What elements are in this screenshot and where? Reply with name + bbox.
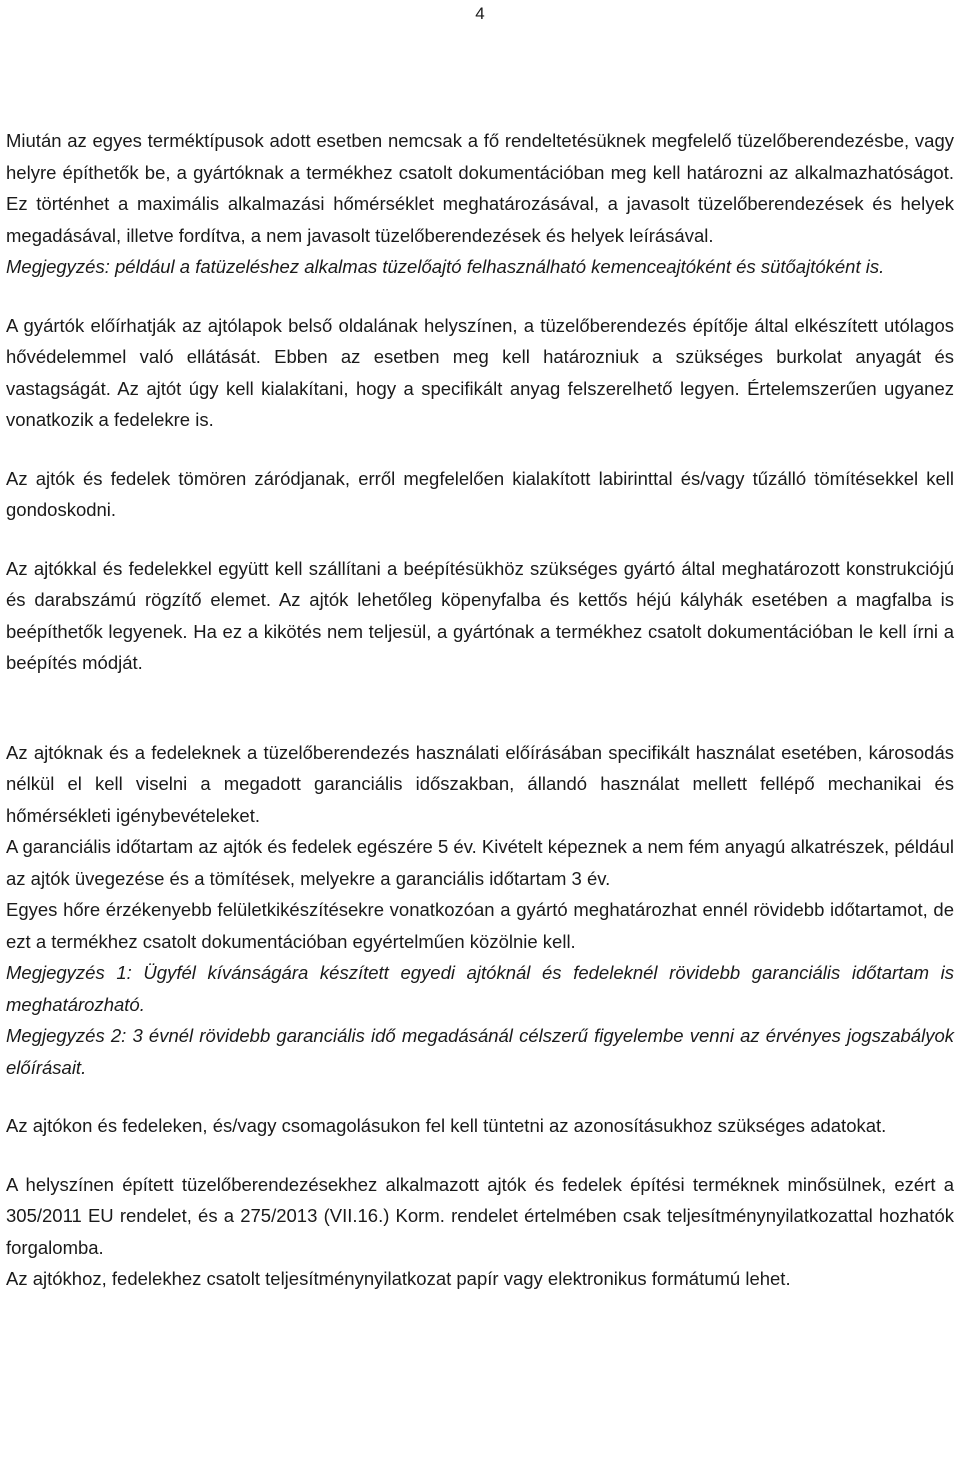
- note-1-custom-warranty: Megjegyzés 1: Ügyfél kívánságára készített egyedi ajtóknál és fedeleknél rövidebb garanciális időtartam is meghatározható.: [6, 962, 954, 1015]
- paragraph-applicability: Miután az egyes terméktípusok adott esetben nemcsak a fő rendeltetésüknek megfelelő tüzelőberendezésbe, vagy helyre építhetők be, a gyártóknak a termékhez csatolt dokumentációban meg kell határozni az alkalmazhatóságot. Ez történhet a maximális alkalmazási hőmérséklet meghatározásával, a javasolt tüzelőberendezések és helyek megadásával, illetve fordítva, a nem javasolt tüzelőberendezések és helyek leírásával.: [6, 130, 954, 246]
- page-number: 4: [475, 4, 485, 23]
- paragraph-fixing-elements: Az ajtókkal és fedelekkel együtt kell szállítani a beépítésükhöz szükséges gyártó által meghatározott konstrukciójú és darabszámú rögzítő elemet. Az ajtók lehetőleg köpenyfalba és kettős héjú kályhák esetében a magfalba is beépíthetők legyenek. Ha ez a kikötés nem teljesül, a gyártónak a termékhez csatolt dokumentációban le kell írni a beépítés módját.: [6, 557, 954, 673]
- paragraph-sealing: Az ajtók és fedelek tömören záródjanak, erről megfelelően kialakított labirinttal és/vagy tűzálló tömítésekkel kell gondoskodni.: [6, 467, 954, 520]
- paragraph-warranty: A garanciális időtartam az ajtók és fedelek egészére 5 év. Kivételt képeznek a nem fém anyagú alkatrészek, például az ajtók üvegezése és a tömítések, melyekre a garanciális időtartam 3 év.: [6, 836, 954, 889]
- document-body: [6, 125, 954, 1295]
- note-2-legal: Megjegyzés 2: 3 évnél rövidebb garanciális idő megadásánál célszerű figyelembe venni az érvényes jogszabályok előírásait.: [6, 1025, 954, 1078]
- paragraph-surface-finish: Egyes hőre érzékenyebb felületkikészítésekre vonatkozóan a gyártó meghatározhat ennél rövidebb időtartamot, de ezt a termékhez csatolt dokumentációban egyértelműen közölnie kell.: [6, 899, 954, 952]
- paragraph-declaration-format: Az ajtókhoz, fedelekhez csatolt teljesítménynyilatkozat papír vagy elektronikus formátumú lehet.: [6, 1268, 791, 1289]
- paragraph-regulation: A helyszínen épített tüzelőberendezésekhez alkalmazott ajtók és fedelek építési terméknek minősülnek, ezért a 305/2011 EU rendelet, és a 275/2013 (VII.16.) Korm. rendelet értelmében csak teljesítménynyilatkozattal hozhatók forgalomba.: [6, 1173, 954, 1258]
- paragraph-identification: Az ajtókon és fedeleken, és/vagy csomagolásukon fel kell tüntetni az azonosításukhoz szükséges adatokat.: [6, 1115, 887, 1136]
- note-fire-door: Megjegyzés: például a fatüzeléshez alkalmas tüzelőajtó felhasználható kemenceajtóként és sütőajtóként is.: [6, 256, 885, 277]
- paragraph-durability: Az ajtóknak és a fedeleknek a tüzelőberendezés használati előírásában specifikált használat esetében, károsodás nélkül el kell viselni a megadott garanciális időszakban, állandó használat mellett fellépő mechanikai és hőmérsékleti igénybevételeket.: [6, 741, 954, 826]
- paragraph-heat-protection: A gyártók előírhatják az ajtólapok belső oldalának helyszínen, a tüzelőberendezés építője által elkészített utólagos hővédelemmel való ellátását. Ebben az esetben meg kell határozniuk a szükséges burkolat anyagát és vastagságát. Az ajtót úgy kell kialakítani, hogy a specifikált anyag felszerelhető legyen. Értelemszerűen ugyanez vonatkozik a fedelekre is.: [6, 314, 954, 430]
